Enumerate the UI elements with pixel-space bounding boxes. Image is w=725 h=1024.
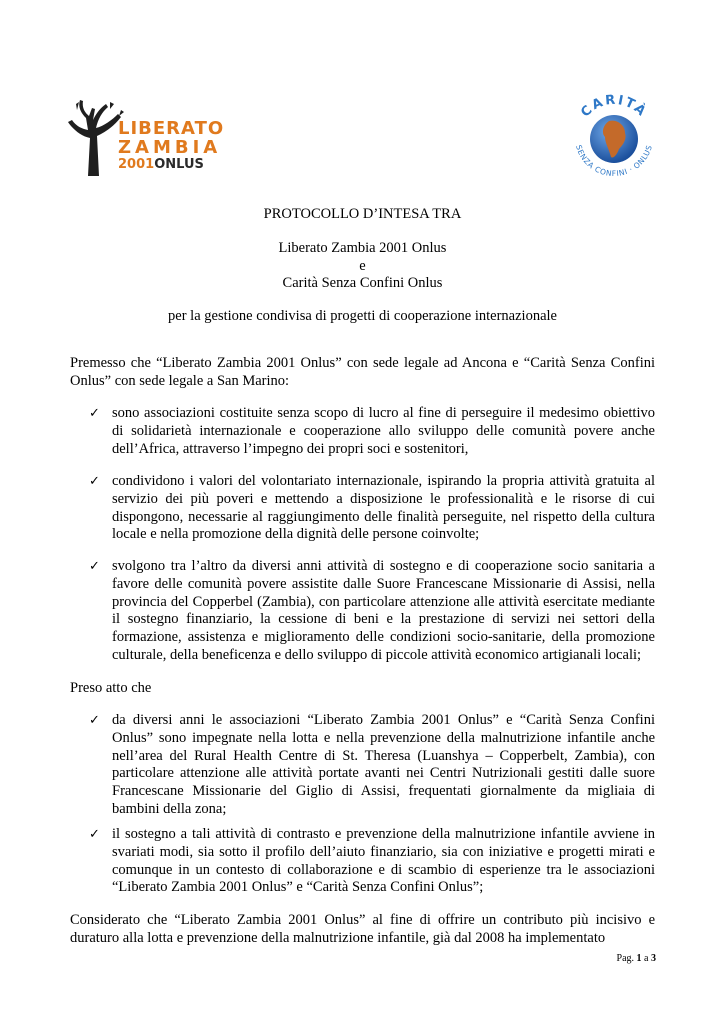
premesso-paragraph: Premesso che “Liberato Zambia 2001 Onlus” con sede legale ad Ancona e “Carità Senza Confini Onlus” con sede legale a San Marino: [70,355,655,389]
baobab-tree-icon [66,98,126,176]
considerato-paragraph: Considerato che “Liberato Zambia 2001 Onlus” al fine di offrire un contributo più incisivo e duraturo alla lotta e prevenzione della malnutrizione infantile, già dal 2008 ha implementato [70,912,655,946]
logo-carita-text: CARITÀ [578,92,650,121]
list-item-text: il sostegno a tali attività di contrasto e prevenzione della malnutrizione infantile avviene in svariati modi, sia sotto il profilo dell’aiuto finanziario, sia con iniziative e progetti mirati e comunque in un contesto di collaborazione e di scambio di esperienze tra le associazioni “Liberato Zambia 2001 Onlus” e “Carità Senza Confini Onlus”; [112,826,655,896]
checkmark-icon: ✓ [89,827,100,842]
list-item-text: condividono i valori del volontariato internazionale, ispirando la propria attività gratuita al servizio dei più poveri e mettendo a disposizione le professionalità e le risorse di cui dispongono, necessarie al raggiungimento delle finalità perseguite, nel rispetto della cultura locale e nella promozione della dignità delle persone coinvolte; [112,473,655,543]
protocol-subtitle: per la gestione condivisa di progetti di cooperazione internazionale [168,308,557,324]
carita-senza-confini-logo [565,87,663,185]
page-prefix: Pag. [616,953,635,964]
checkmark-icon: ✓ [89,713,100,728]
current-page: 1 [636,953,642,964]
conjunction: e [359,258,366,274]
logo-line-year [118,158,224,171]
preso-atto-heading: Preso atto che [70,680,152,696]
logo-suffix: ONLUS [154,157,204,172]
list-item-text: da diversi anni le associazioni “Liberato Zambia 2001 Onlus” e “Carità Senza Confini Onlus” sono impegnate nella lotta e nella prevenzione della malnutrizione infantile anche nell’area del Rural Health Centre di St. Theresa (Luanshya – Copperbelt, Zambia), con particolare attenzione alle attività portate avanti nei Centri Nutrizionali gestiti dalle suore Francescane Missionarie del Giglio di Assisi, frequentati giornalmente da migliaia di bambini della zona; [112,712,655,817]
page-separator: a [644,953,649,964]
party-one: Liberato Zambia 2001 Onlus [278,240,447,256]
checkmark-icon: ✓ [89,406,100,421]
page-number [617,953,656,964]
logo-line-zambia: ZAMBIA [118,137,222,158]
protocol-title: PROTOCOLLO D’INTESA TRA [263,206,462,222]
list-item-text: sono associazioni costituite senza scopo di lucro al fine di perseguire il medesimo obiettivo di solidarietà internazionale e cooperazione allo sviluppo delle comunità povere anche dell’Africa, attraverso l’impegno dei propri soci e sostenitori, [112,405,655,457]
logo-senza-confini-text: SENZA CONFINI · ONLUS [574,143,654,179]
list-item-text: svolgono tra l’altro da diversi anni attività di sostegno e di cooperazione socio sanitaria a favore delle comunità povere assistite dalle Suore Francescane Missionarie di Assisi, nella provincia del Copperbel (Zambia), con particolare attenzione alle attività esercitate mediante il sostegno finanziario, la cessione di beni e la prestazione di servizi nei settori della formazione, assistenza e miglioramento delle condizioni socio-sanitarie, della promozione culturale, della beneficenza e dello sviluppo di piccole attività economico artigianali locali; [112,558,655,663]
checkmark-icon: ✓ [89,559,100,574]
logo-line-liberato: LIBERATO [118,118,225,139]
liberato-zambia-logo [66,98,225,176]
total-pages: 3 [651,953,656,964]
checkmark-icon: ✓ [89,474,100,489]
logo-year: 2001 [118,157,155,172]
party-two: Carità Senza Confini Onlus [282,275,443,291]
